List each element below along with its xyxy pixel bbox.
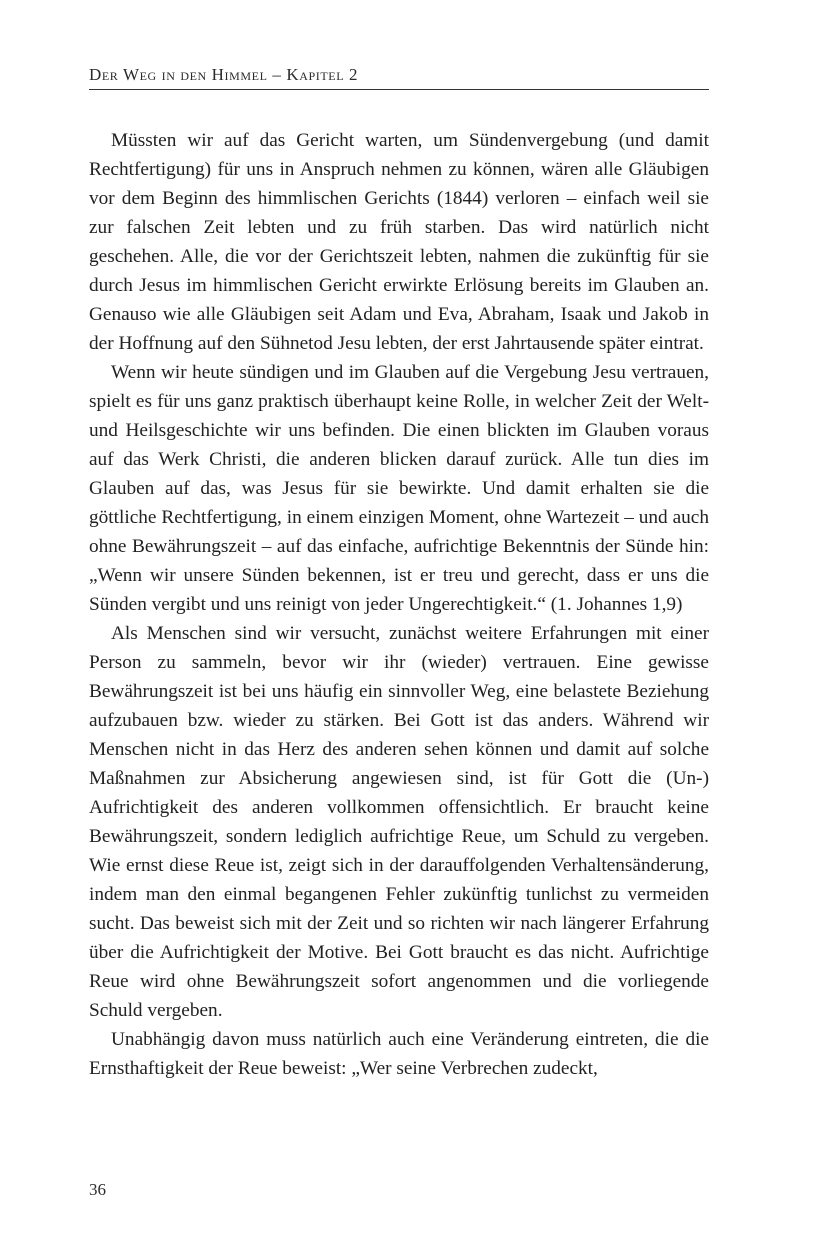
- paragraph-1: Müssten wir auf das Gericht warten, um Sündenvergebung (und damit Rechtfertigung) für uns in Anspruch nehmen zu können, wären alle Gläubigen vor dem Beginn des himmlischen Gerichts (1844) verloren – einfach weil sie zur falschen Zeit lebten und zu früh starben. Das wird natürlich nicht geschehen. Alle, die vor der Gerichtszeit lebten, nahmen die zukünftig für sie durch Jesus im himmlischen Gericht erwirkte Erlösung bereits im Glauben an. Genauso wie alle Gläubigen seit Adam und Eva, Abraham, Isaak und Jakob in der Hoffnung auf den Sühnetod Jesu lebten, der erst Jahrtausende später eintrat.: [89, 130, 709, 354]
- body-text: [89, 126, 709, 1083]
- running-header: [89, 63, 709, 90]
- running-title: Der Weg in den Himmel – Kapitel 2: [89, 65, 359, 84]
- paragraph-4: Unabhängig davon muss natürlich auch eine Veränderung eintreten, die die Ernsthaftigkeit der Reue beweist: „Wer seine Verbrechen zudeckt,: [89, 1029, 709, 1079]
- paragraph-2: Wenn wir heute sündigen und im Glauben auf die Vergebung Jesu vertrauen, spielt es für uns ganz praktisch überhaupt keine Rolle, in welcher Zeit der Welt- und Heilsgeschichte wir uns befinden. Die einen blickten im Glauben voraus auf das Werk Christi, die anderen blicken darauf zurück. Alle tun dies im Glauben auf das, was Jesus für sie bewirkte. Und damit erhalten sie die göttliche Rechtfertigung, in einem einzigen Moment, ohne Wartezeit – und auch ohne Bewährungszeit – auf das einfache, aufrichtige Bekenntnis der Sünde hin: „Wenn wir unsere Sünden bekennen, ist er treu und gerecht, dass er uns die Sünden vergibt und uns reinigt von jeder Ungerechtigkeit.“ (1. Johannes 1,9): [89, 362, 709, 615]
- page-number: 36: [89, 1180, 106, 1199]
- paragraph-3: Als Menschen sind wir versucht, zunächst weitere Erfahrungen mit einer Person zu sammeln, bevor wir ihr (wieder) vertrauen. Eine gewisse Bewährungszeit ist bei uns häufig ein sinnvoller Weg, eine belastete Beziehung aufzubauen bzw. wieder zu stärken. Bei Gott ist das anders. Während wir Menschen nicht in das Herz des anderen sehen können und damit auf solche Maßnahmen zur Absicherung angewiesen sind, ist für Gott die (Un-) Aufrichtigkeit des anderen vollkommen offensichtlich. Er braucht keine Bewährungszeit, sondern lediglich aufrichtige Reue, um Schuld zu vergeben. Wie ernst diese Reue ist, zeigt sich in der darauffolgenden Verhaltensänderung, indem man den einmal begangenen Fehler zukünftig tunlichst zu vermeiden sucht. Das beweist sich mit der Zeit und so richten wir nach längerer Erfahrung über die Aufrichtigkeit der Motive. Bei Gott braucht es das nicht. Aufrichtige Reue wird ohne Bewährungszeit sofort angenommen und die vorliegende Schuld vergeben.: [89, 623, 709, 1021]
